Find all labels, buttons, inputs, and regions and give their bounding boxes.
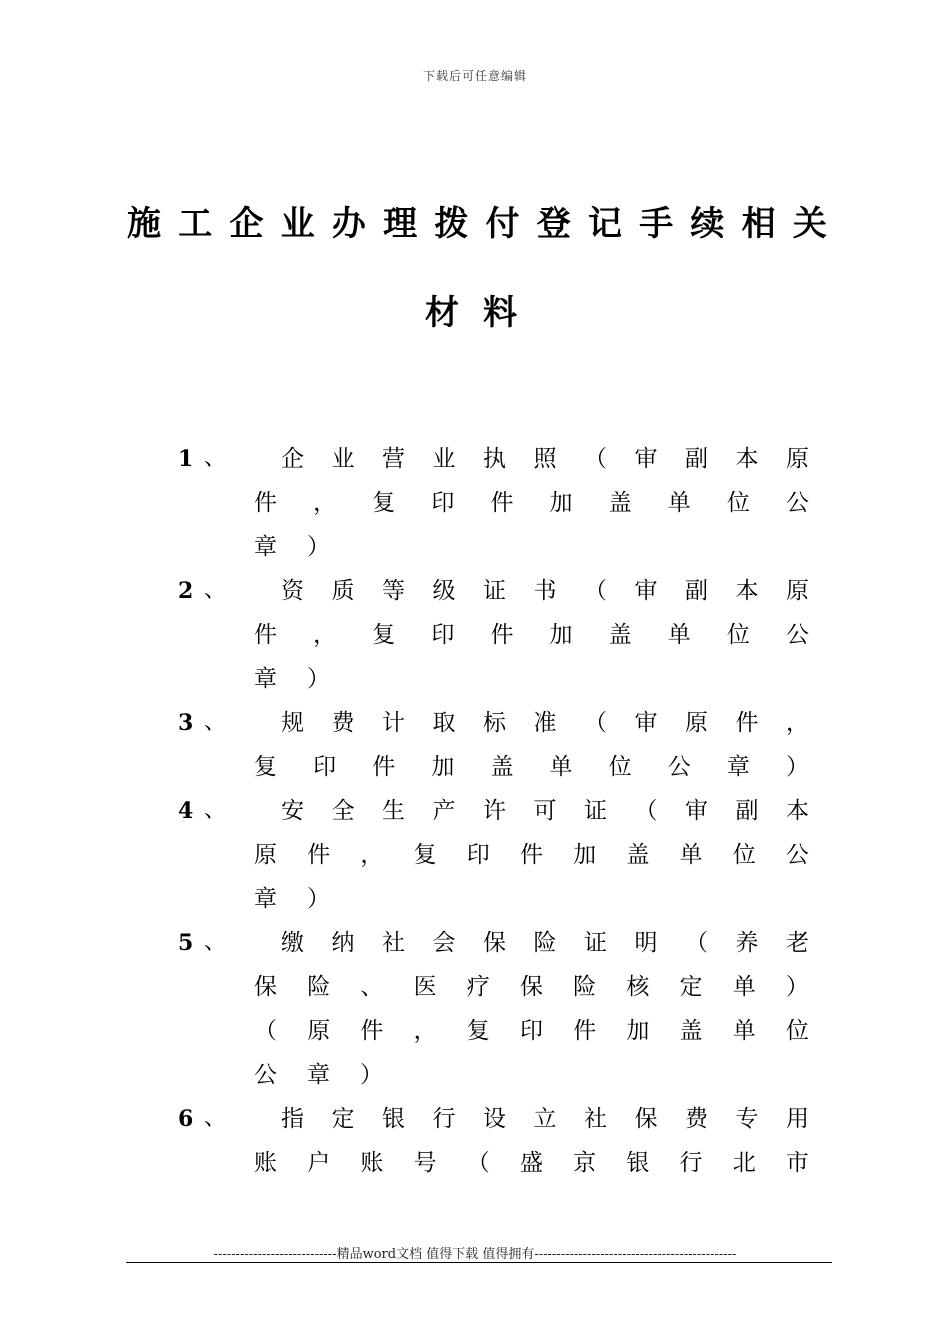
title-char: 关 [792, 204, 827, 244]
title-char: 企 [229, 204, 264, 244]
list-item [178, 1097, 808, 1185]
item-text-line: 复 印 件 加 盖 单 位 公 章 ） [254, 754, 809, 780]
list-item [178, 789, 808, 921]
item-number: 6 [178, 1106, 194, 1132]
item-text-line: 账 户 账 号 （ 盛 京 银 行 北 市 [254, 1150, 809, 1176]
title-char: 手 [639, 204, 674, 244]
item-separator: 、 [204, 798, 227, 823]
item-text-line: 章 ） [254, 534, 330, 560]
item-number: 3 [178, 710, 194, 736]
item-text-line: 原 件 ， 复 印 件 加 盖 单 位 公 [254, 842, 809, 868]
title-char: 相 [741, 204, 776, 244]
title-char: 登 [536, 204, 571, 244]
item-number: 4 [178, 798, 194, 824]
title-char: 续 [690, 204, 725, 244]
item-text-line: 章 ） [254, 666, 330, 692]
item-separator: 、 [204, 578, 227, 603]
item-text-line: （ 原 件 ， 复 印 件 加 盖 单 位 [254, 1018, 809, 1044]
list-item [178, 701, 808, 789]
title-char: 理 [383, 204, 418, 244]
item-number: 2 [178, 578, 194, 604]
item-text-line: 保 险 、 医 疗 保 险 核 定 单 ） [254, 974, 809, 1000]
item-text-line: 缴 纳 社 会 保 险 证 明 （ 养 老 [281, 930, 809, 956]
item-text-line: 件 ， 复 印 件 加 盖 单 位 公 [254, 622, 809, 648]
item-separator: 、 [204, 446, 227, 471]
title-char: 记 [587, 204, 622, 244]
header-note: 下载后可任意编辑 [422, 69, 527, 83]
item-number: 5 [178, 930, 194, 956]
title-char: 付 [485, 204, 520, 244]
list-item [178, 921, 808, 1097]
list-item [178, 569, 808, 701]
title-char: 施 [127, 204, 161, 244]
item-text-line: 件 ， 复 印 件 加 盖 单 位 公 [254, 490, 809, 516]
footer-rule [126, 1262, 832, 1263]
item-text-line: 资 质 等 级 证 书 （ 审 副 本 原 [281, 578, 809, 604]
list-item [178, 437, 808, 569]
title-char: 料 [483, 293, 517, 333]
item-separator: 、 [204, 930, 227, 955]
item-separator: 、 [204, 1106, 227, 1131]
title-char: 材 [425, 293, 459, 333]
footer-text: ----------------------------精品word文档 值得下载 值得拥有---------------------------------------------- [213, 1247, 737, 1262]
requirements-list [178, 437, 808, 1185]
item-text-line: 安 全 生 产 许 可 证 （ 审 副 本 [281, 798, 809, 824]
page-title-line1 [127, 196, 827, 245]
item-separator: 、 [204, 710, 227, 735]
title-char: 业 [280, 204, 315, 244]
item-text-line: 指 定 银 行 设 立 社 保 费 专 用 [281, 1106, 809, 1132]
item-text-line: 企 业 营 业 执 照 （ 审 副 本 原 [281, 446, 809, 472]
item-number: 1 [178, 446, 194, 472]
item-text-line: 章 ） [254, 886, 330, 912]
title-char: 拨 [434, 204, 469, 244]
title-char: 工 [178, 204, 213, 244]
item-text-line: 规 费 计 取 标 准 （ 审 原 件 ， [281, 710, 809, 736]
page-title-line2 [425, 285, 517, 334]
item-text-line: 公 章 ） [254, 1062, 383, 1088]
title-char: 办 [331, 204, 366, 244]
